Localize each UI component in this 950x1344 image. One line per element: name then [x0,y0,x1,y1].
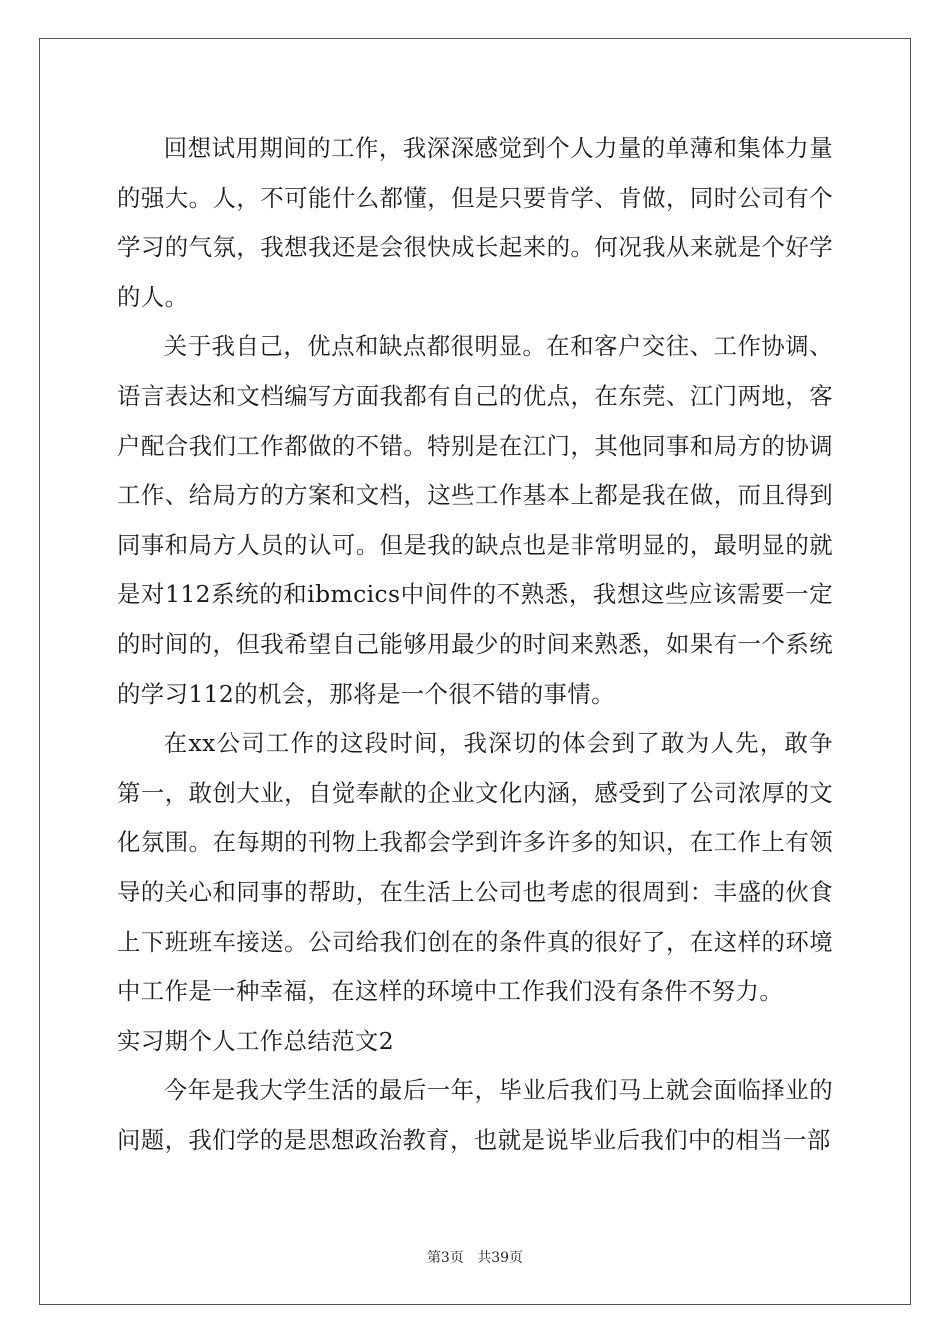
page-footer [0,1248,950,1268]
section-heading: 实习期个人工作总结范文2 [117,1026,394,1055]
paragraph-company-culture: 在xx公司工作的这段时间，我深切的体会到了敢为人先，敢争第一，敢创大业，自觉奉献的企业文化内涵，感受到了公司浓厚的文化氛围。在每期的刊物上我都会学到许多许多的知识，在工作上有领导的关心和同事的帮助，在生活上公司也考虑的很周到：丰盛的伙食上下班班车接送。公司给我们创在的条件真的很好了，在这样的环境中工作是一种幸福，在这样的环境中工作我们没有条件不努力。 [117,729,833,1006]
paragraph-strengths-weaknesses: 关于我自己，优点和缺点都很明显。在和客户交往、工作协调、语言表达和文档编写方面我都有自己的优点，在东莞、江门两地，客户配合我们工作都做的不错。特别是在江门，其他同事和局方的协调工作、给局方的方案和文档，这些工作基本上都是我在做，而且得到同事和局方人员的认可。但是我的缺点也是非常明显的，最明显的就是对112系统的和ibmcics中间件的不熟悉，我想这些应该需要一定的时间的，但我希望自己能够用最少的时间来熟悉，如果有一个系统的学习112的机会，那将是一个很不错的事情。 [117,332,833,708]
paragraph-section-intro: 今年是我大学生活的最后一年，毕业后我们马上就会面临择业的问题，我们学的是思想政治教育，也就是说毕业后我们中的相当一部 [117,1076,833,1154]
document-body [117,124,833,1165]
page-total: 共39页 [477,1250,524,1266]
page-number: 第3页 [426,1250,464,1266]
paragraph-reflection: 回想试用期间的工作，我深深感觉到个人力量的单薄和集体力量的强大。人，不可能什么都懂，但是只要肯学、肯做，同时公司有个学习的气氛，我想我还是会很快成长起来的。何况我从来就是个好学的人。 [117,134,833,311]
